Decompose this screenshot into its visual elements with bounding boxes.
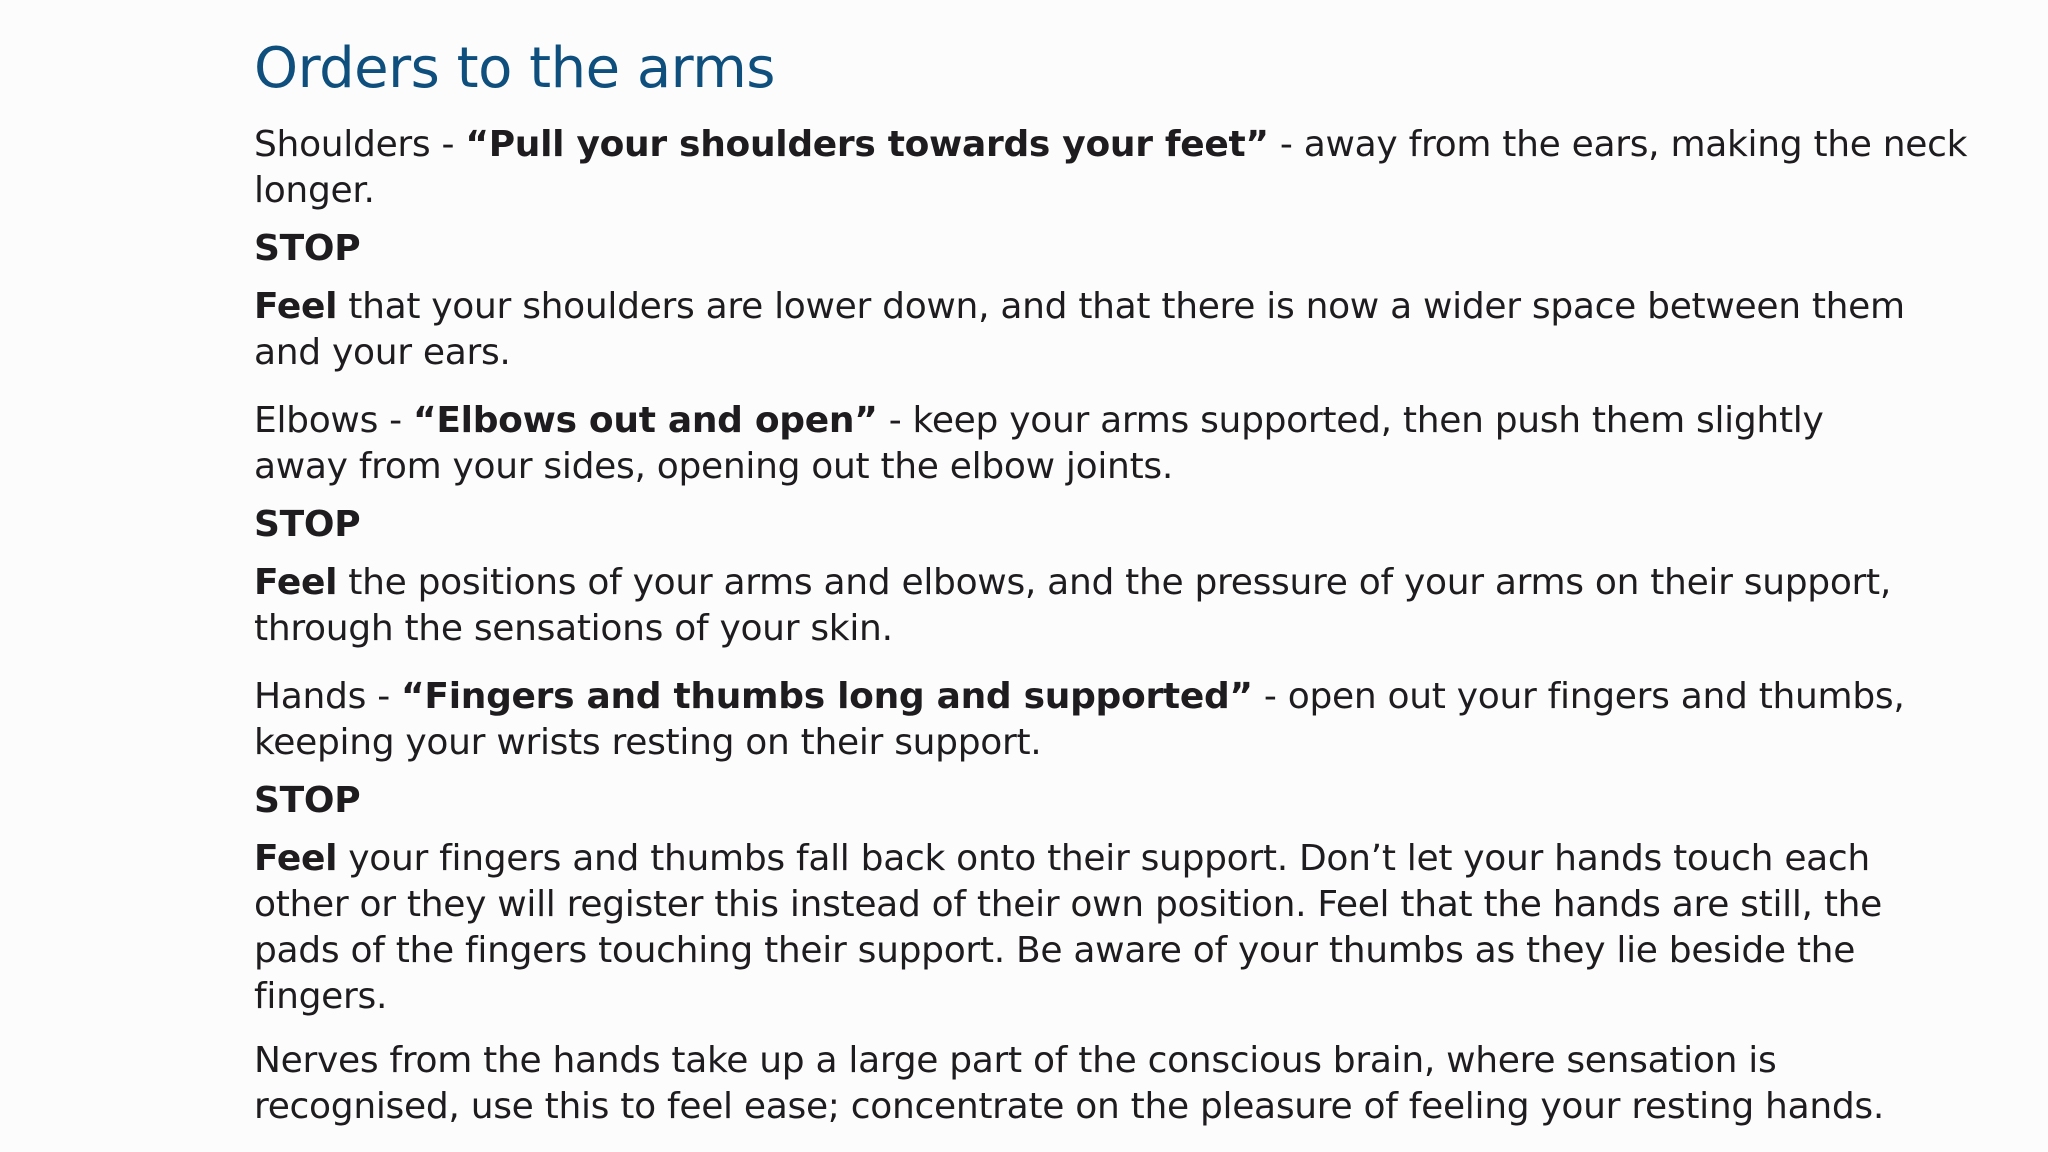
elbows-paragraph <box>254 398 1824 490</box>
hands-line-1 <box>254 674 1905 720</box>
shoulders-order: “Pull your shoulders towards your feet” <box>465 124 1269 165</box>
feel-label: Feel <box>254 286 338 327</box>
feel-label: Feel <box>254 562 338 603</box>
elbows-rest-2: away from your sides, opening out the elbow joints. <box>254 446 1173 487</box>
shoulders-feel-line-1 <box>254 284 1905 330</box>
shoulders-rest-2: longer. <box>254 170 375 211</box>
hands-paragraph <box>254 674 1905 766</box>
elbows-feel-line-1 <box>254 560 1892 606</box>
hands-feel-text-3: pads of the fingers touching their support. Be aware of your thumbs as they lie beside the <box>254 930 1856 971</box>
stop-label-1: STOP <box>254 228 361 269</box>
stop-label-2: STOP <box>254 504 361 545</box>
section-title: Orders to the arms <box>254 36 775 101</box>
stop-label-3: STOP <box>254 780 361 821</box>
hands-feel-text-4: fingers. <box>254 976 388 1017</box>
hands-feel-text-2: other or they will register this instead of their own position. Feel that the hands are still, the <box>254 884 1883 925</box>
elbows-rest-1: - keep your arms supported, then push them slightly <box>877 400 1824 441</box>
elbows-feel-paragraph <box>254 560 1892 652</box>
nerves-text-2: recognised, use this to feel ease; concentrate on the pleasure of feeling your resting hands. <box>254 1086 1884 1127</box>
hands-lead: Hands - <box>254 676 402 717</box>
elbows-feel-text-2: through the sensations of your skin. <box>254 608 893 649</box>
hands-feel-paragraph <box>254 836 1883 1020</box>
hands-rest-1: - open out your fingers and thumbs, <box>1252 676 1905 717</box>
nerves-text-1: Nerves from the hands take up a large part of the conscious brain, where sensation is <box>254 1040 1777 1081</box>
elbows-lead: Elbows - <box>254 400 414 441</box>
shoulders-feel-text-1: that your shoulders are lower down, and that there is now a wider space between them <box>337 286 1905 327</box>
hands-order: “Fingers and thumbs long and supported” <box>401 676 1253 717</box>
elbows-order: “Elbows out and open” <box>413 400 878 441</box>
nerves-paragraph <box>254 1038 1884 1130</box>
shoulders-feel-paragraph <box>254 284 1905 376</box>
next-section-heading-cutoff <box>254 1140 1034 1152</box>
hands-rest-2: keeping your wrists resting on their support. <box>254 722 1042 763</box>
hands-feel-text-1: your fingers and thumbs fall back onto their support. Don’t let your hands touch each <box>337 838 1870 879</box>
feel-label: Feel <box>254 838 338 879</box>
shoulders-lead: Shoulders - <box>254 124 466 165</box>
shoulders-paragraph <box>254 122 1968 214</box>
shoulders-rest-1: - away from the ears, making the neck <box>1268 124 1968 165</box>
shoulders-line-1 <box>254 122 1968 168</box>
hands-feel-line-1 <box>254 836 1870 882</box>
document-content <box>254 32 1968 1130</box>
elbows-feel-text-1: the positions of your arms and elbows, and the pressure of your arms on their support, <box>337 562 1892 603</box>
elbows-line-1 <box>254 398 1824 444</box>
shoulders-feel-text-2: and your ears. <box>254 332 511 373</box>
